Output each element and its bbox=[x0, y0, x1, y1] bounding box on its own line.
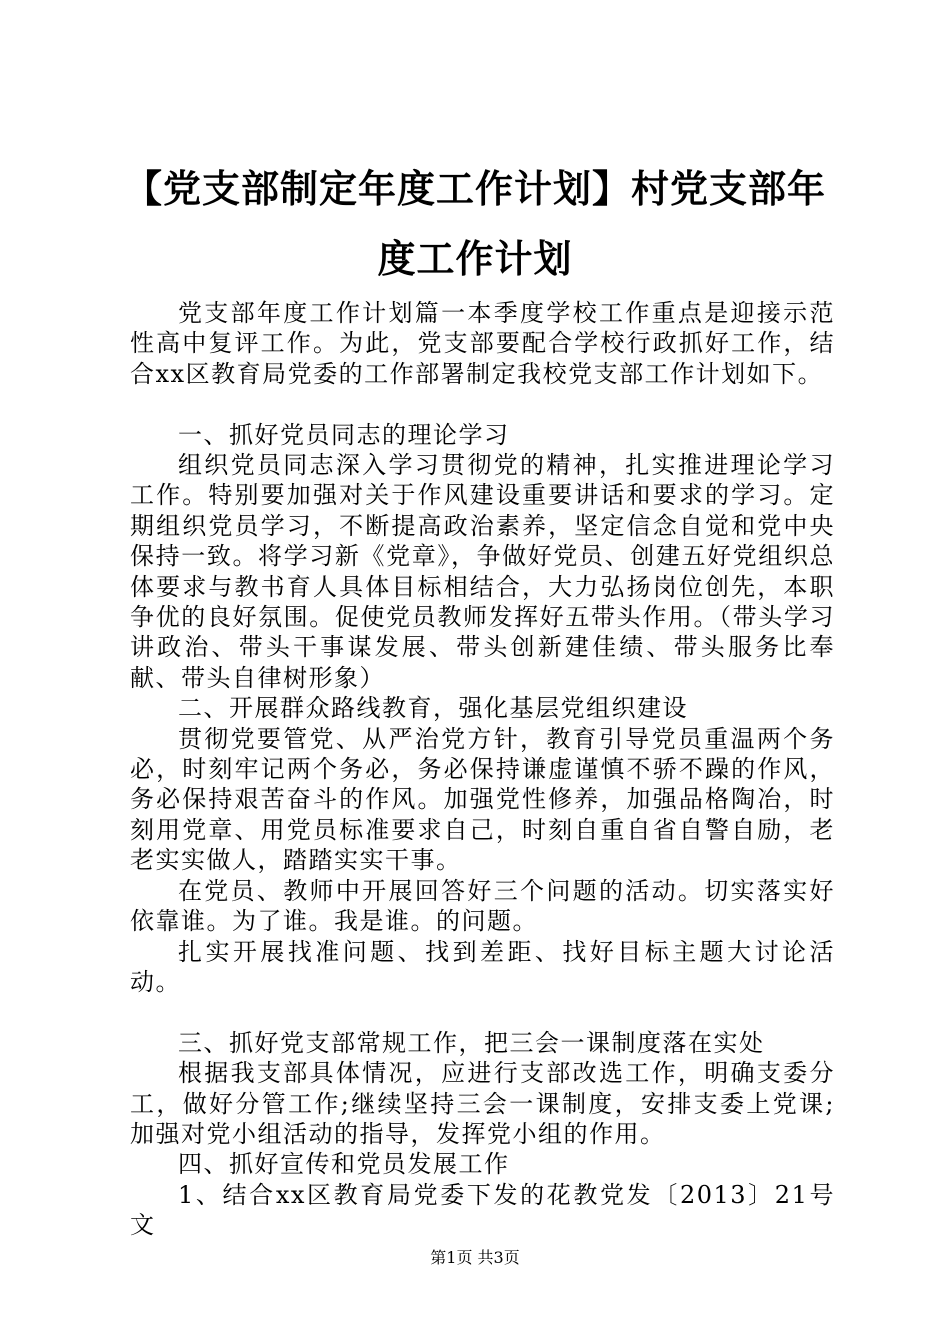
page-footer: 第1页 共3页 bbox=[430, 1248, 520, 1267]
paragraph-section-3: 根据我支部具体情况，应进行支部改选工作，明确支委分工，做好分管工作;继续坚持三会一课制度，安排支委上党课;加强对党小组活动的指导，发挥党小组的作用。 bbox=[130, 1059, 835, 1148]
paragraph-section-2a: 贯彻党要管党、从严治党方针，教育引导党员重温两个务必，时刻牢记两个务必，务必保持谦虚谨慎不骄不躁的作风，务必保持艰苦奋斗的作风。加强党性修养，加强品格陶冶，时刻用党章、用党员标准要求自己，时刻自重自省自警自励，老老实实做人，踏踏实实干事。 bbox=[130, 724, 835, 875]
paragraph-section-1: 组织党员同志深入学习贯彻党的精神，扎实推进理论学习工作。特别要加强对关于作风建设重要讲话和要求的学习。定期组织党员学习，不断提高政治素养，坚定信念自觉和党中央保持一致。将学习新《党章》，争做好党员、创建五好党组织总体要求与教书育人具体目标相结合，大力弘扬岗位创先，本职争优的良好氛围。促使党员教师发挥好五带头作用。（带头学习讲政治、带头干事谋发展、带头创新建佳绩、带头服务比奉献、带头自律树形象） bbox=[130, 451, 835, 692]
paragraph-intro: 党支部年度工作计划篇一本季度学校工作重点是迎接示范性高中复评工作。为此，党支部要配合学校行政抓好工作，结合xx区教育局党委的工作部署制定我校党支部工作计划如下。 bbox=[130, 299, 835, 388]
section-heading-2: 二、开展群众路线教育，强化基层党组织建设 bbox=[178, 694, 688, 723]
paragraph-section-4-item-1: 1、结合xx区教育局党委下发的花教党发〔2013〕21号文 bbox=[130, 1180, 835, 1240]
section-heading-1: 一、抓好党员同志的理论学习 bbox=[178, 420, 510, 449]
document-title: 【党支部制定年度工作计划】村党支部年度工作计划 bbox=[123, 167, 826, 281]
document-body bbox=[130, 298, 835, 1241]
section-heading-4: 四、抓好宣传和党员发展工作 bbox=[178, 1150, 510, 1179]
paragraph-section-2c: 扎实开展找准问题、找到差距、找好目标主题大讨论活动。 bbox=[130, 937, 835, 996]
paragraph-section-2b: 在党员、教师中开展回答好三个问题的活动。切实落实好依靠谁。为了谁。我是谁。的问题。 bbox=[130, 876, 835, 936]
section-heading-3: 三、抓好党支部常规工作，把三会一课制度落在实处 bbox=[178, 1028, 765, 1057]
